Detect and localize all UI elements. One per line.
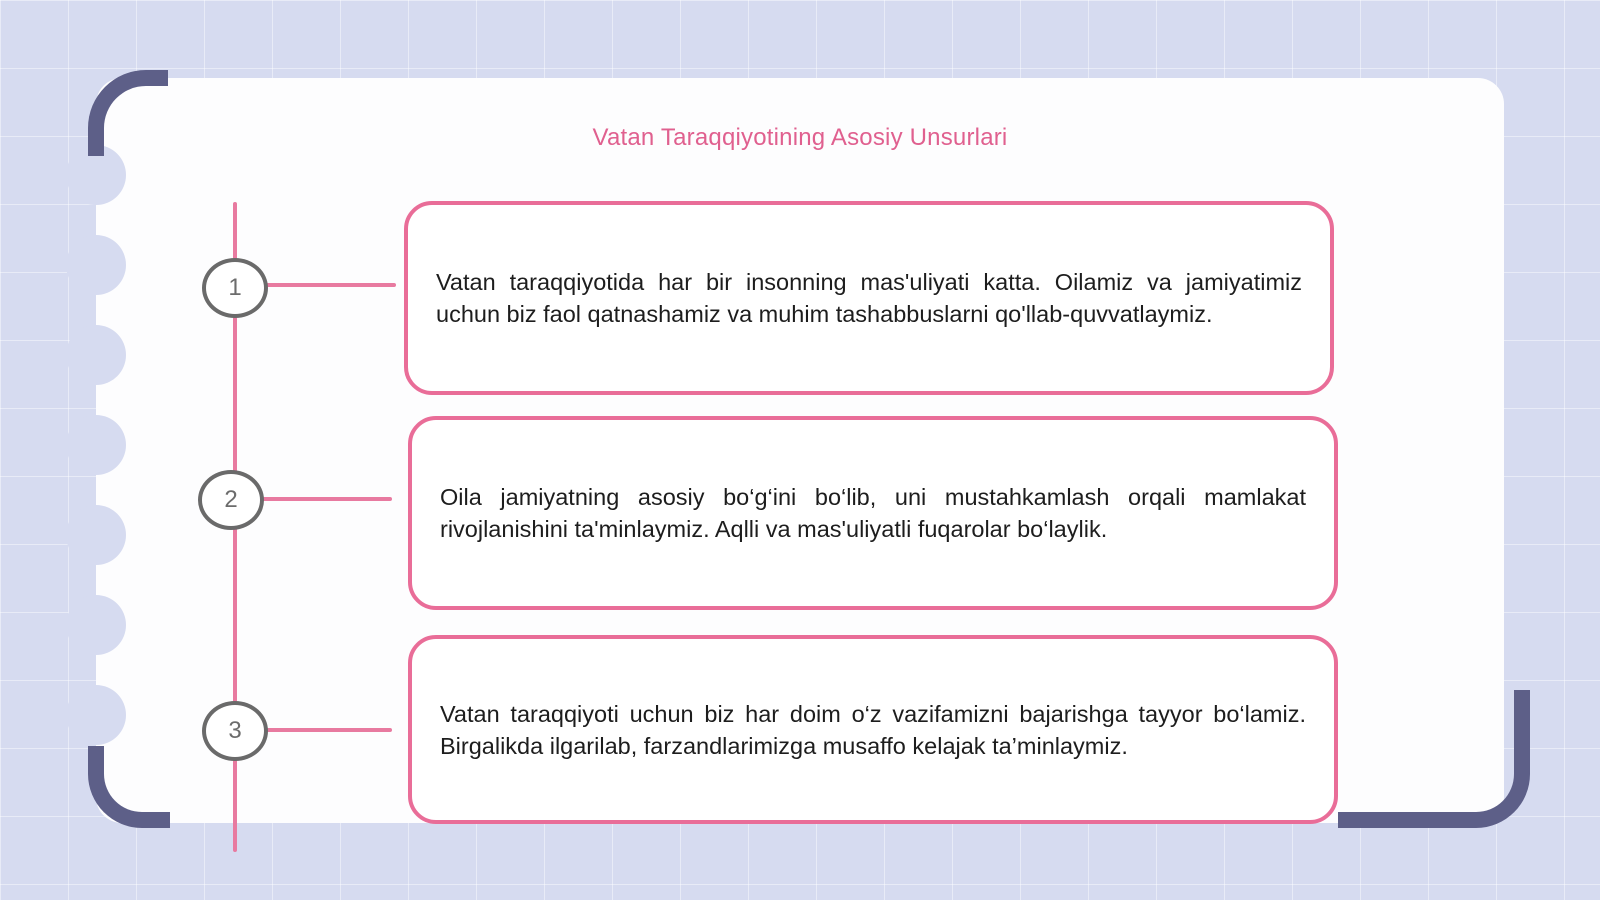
text-box-2 [408,416,1338,610]
timeline-connector-3 [262,728,392,732]
timeline-connector-1 [262,283,396,287]
card-edge-scallop [66,505,126,565]
card-edge-scallop [66,685,126,745]
text-box-3-content: Vatan taraqqiyoti uchun biz har doim o‘z vazifamizni bajarishga tayyor bo‘lamiz. Birgalikda ilgarilab, farzandlarimizga musaffo kelajak ta’minlaymiz. [440,700,1306,759]
step-number-1: 1 [202,258,268,318]
step-number-2: 2 [198,470,264,530]
bracket-bottom-right [1338,690,1530,828]
timeline-connector-2 [262,497,392,501]
card-edge-scallop [66,325,126,385]
card-edge-scallop [66,415,126,475]
step-number-3: 3 [202,701,268,761]
text-box-2-content: Oila jamiyatning asosiy bo‘g‘ini bo‘lib, uni mustahkamlash orqali mamlakat rivojlanishini ta'minlaymiz. Aqlli va mas'uliyatli fuqarolar bo‘laylik. [440,484,1306,542]
slide-title: Vatan Taraqqiyotining Asosiy Unsurlari [592,124,1008,151]
text-box-1-content: Vatan taraqqiyotida har bir insonning mas'uliyati katta. Oilamiz va jamiyatimiz uchun biz faol qatnashamiz va muhim tashabbuslarni qo'llab-quvvatlaymiz. [436,269,1302,327]
card-edge-scallop [66,595,126,655]
bracket-top-left [88,70,168,156]
card-edge-scallop [66,235,126,295]
text-box-1 [404,201,1334,395]
bracket-bottom-left [88,746,170,828]
text-box-3 [408,635,1338,824]
